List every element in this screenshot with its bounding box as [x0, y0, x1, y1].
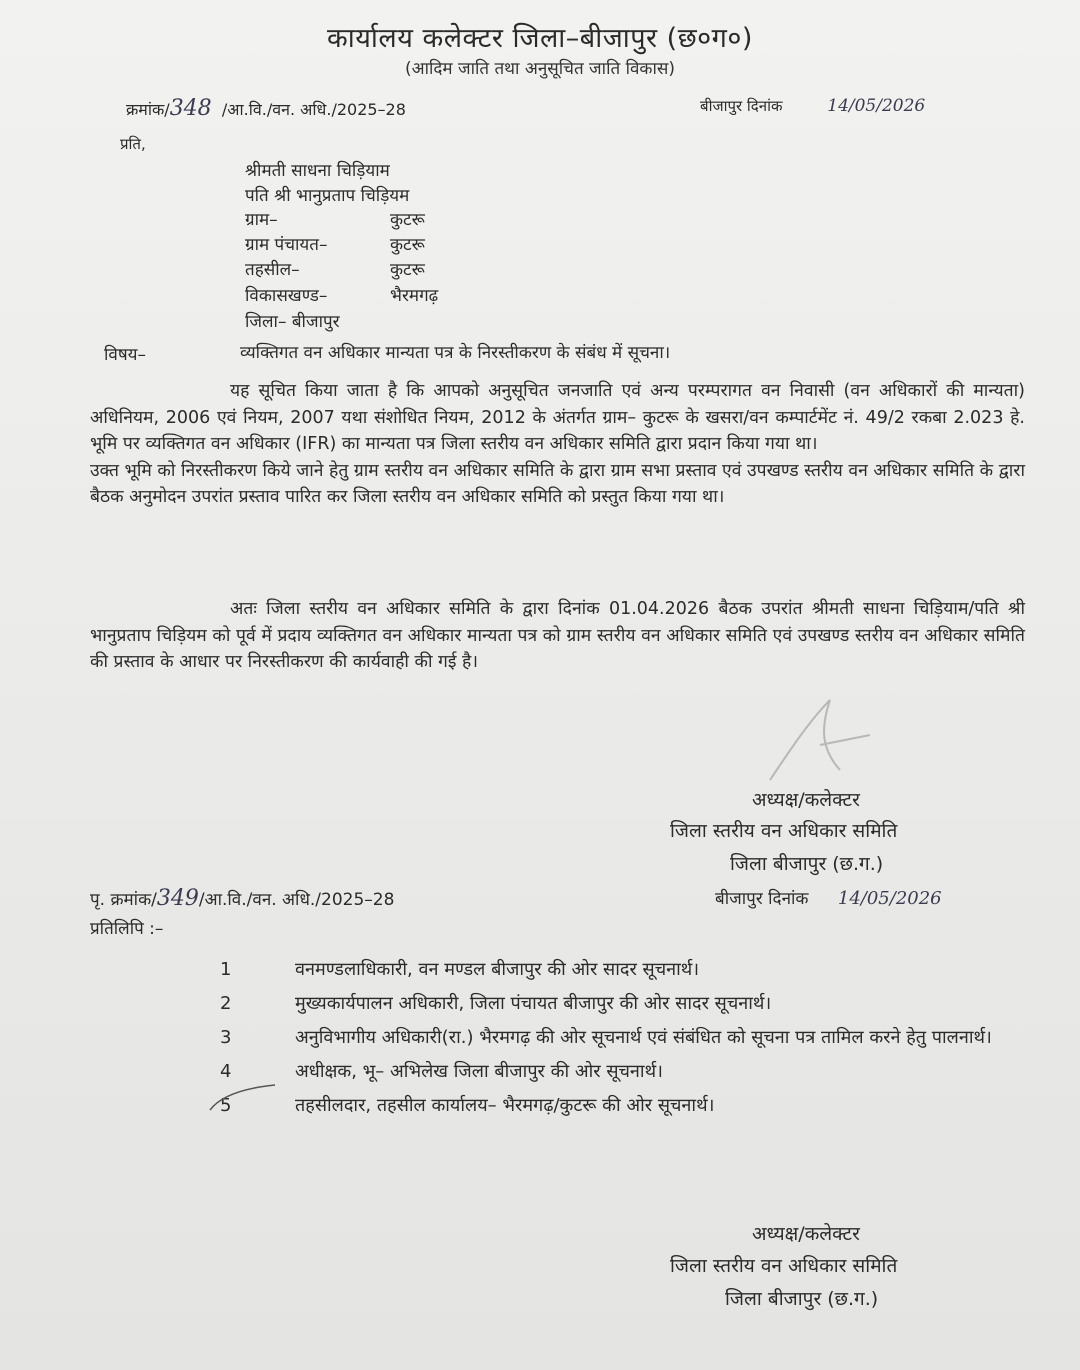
body-paragraph-3-block — [90, 596, 1025, 676]
copy-date — [715, 886, 942, 909]
signature2-district: जिला बीजापुर (छ.ग.) — [725, 1288, 879, 1310]
to-label: प्रति, — [120, 135, 146, 153]
reference-prefix: क्रमांक/ — [126, 100, 170, 119]
cc-item-text: मुख्यकार्यपालन अधिकारी, जिला पंचायत बीजापुर की ओर सादर सूचनार्थ। — [295, 993, 772, 1014]
cc-item-text: तहसीलदार, तहसील कार्यालय– भैरमगढ़/कुटरू की ओर सूचनार्थ। — [295, 1095, 715, 1116]
address-tehsil-value: कुटरू — [390, 260, 425, 280]
copy-reference-prefix: पृ. क्रमांक/ — [90, 890, 157, 910]
copy-date-label: बीजापुर दिनांक — [715, 889, 809, 909]
cc-item — [200, 1023, 1030, 1053]
cc-item-text: वनमण्डलाधिकारी, वन मण्डल बीजापुर की ओर सादर सूचनार्थ। — [295, 959, 700, 980]
address-block-value: भैरमगढ़ — [390, 286, 439, 306]
cc-item-number: 2 — [220, 993, 232, 1014]
signature2-committee: जिला स्तरीय वन अधिकार समिति — [670, 1255, 898, 1277]
address-panchayat-label: ग्राम पंचायत– — [245, 235, 328, 255]
body-paragraphs — [90, 378, 1025, 511]
address-village-label: ग्राम– — [245, 210, 278, 230]
office-title: कार्यालय कलेक्टर जिला–बीजापुर (छ०ग०) — [327, 23, 753, 54]
cc-item — [200, 1091, 1030, 1121]
body-paragraph-2: उक्त भूमि को निरस्तीकरण किये जाने हेतु ग्राम स्तरीय वन अधिकार समिति के द्वारा ग्राम सभा प्रस्ताव एवं उपखण्ड स्तरीय वन अधिकार समिति के द्वारा बैठक अनुमोदन उपरांत प्रस्ताव पारित कर जिला स्तरीय वन अधिकार समिति को प्रस्तुत किया गया था। — [90, 460, 1025, 507]
recipient-husband: पति श्री भानुप्रताप चिड़ियम — [245, 186, 410, 206]
address-district: जिला– बीजापुर — [245, 312, 340, 332]
cc-item-number: 4 — [220, 1061, 232, 1082]
subject-text: व्यक्तिगत वन अधिकार मान्यता पत्र के निरस्तीकरण के संबंध में सूचना। — [240, 343, 671, 363]
signature1-committee: जिला स्तरीय वन अधिकार समिति — [670, 820, 898, 842]
cc-item-number: 1 — [220, 959, 232, 980]
reference-handwritten-number: 348 — [169, 96, 212, 121]
body-paragraph-3: अतः जिला स्तरीय वन अधिकार समिति के द्वारा दिनांक 01.04.2026 बैठक उपरांत श्रीमती साधना चिड़ियाम/पति श्री भानुप्रताप चिड़ियम को पूर्व में प्रदाय व्यक्तिगत वन अधिकार मान्यता पत्र को ग्राम स्तरीय वन अधिकार समिति एवं उपखण्ड स्तरीय वन अधिकार समिति की प्रस्ताव के आधार पर निरस्तीकरण की कार्यवाही की गई है। — [90, 599, 1025, 672]
signature-scribble — [760, 690, 880, 790]
cc-item-number: 5 — [220, 1095, 232, 1116]
recipient-name: श्रीमती साधना चिड़ियाम — [245, 161, 390, 181]
reference-number — [126, 96, 406, 121]
cc-list — [200, 955, 1030, 1121]
signature1-designation: अध्यक्ष/कलेक्टर — [752, 789, 860, 811]
date-value: 14/05/2026 — [827, 96, 926, 116]
cc-item — [200, 1057, 1030, 1087]
address-tehsil-label: तहसील– — [245, 260, 300, 280]
cc-label: प्रतिलिपि :– — [90, 919, 164, 939]
cc-item — [200, 989, 1030, 1019]
department-subtitle: (आदिम जाति तथा अनुसूचित जाति विकास) — [404, 59, 676, 79]
cc-item-text: अनुविभागीय अधिकारी(रा.) भैरमगढ़ की ओर सूचनार्थ एवं संबंधित को सूचना पत्र तामिल करने हेतु पालनार्थ। — [295, 1027, 992, 1048]
cc-item-number: 3 — [220, 1027, 232, 1048]
signature2-designation: अध्यक्ष/कलेक्टर — [752, 1223, 860, 1245]
letter-date — [700, 96, 925, 116]
body-paragraph-1: यह सूचित किया जाता है कि आपको अनुसूचित जनजाति एवं अन्य परम्परागत वन निवासी (वन अधिकारों की मान्यता) अधिनियम, 2006 एवं नियम, 2007 यथा संशोधित नियम, 2012 के अंतर्गत ग्राम– कुटरू के खसरा/वन कम्पार्टमेंट नं. 49/2 रकबा 2.023 हे. भूमि पर व्यक्तिगत वन अधिकार (IFR) का मान्यता पत्र जिला स्तरीय वन अधिकार समिति द्वारा प्रदान किया गया था। — [90, 381, 1025, 454]
cc-item-text: अधीक्षक, भू– अभिलेख जिला बीजापुर की ओर सूचनार्थ। — [295, 1061, 663, 1082]
copy-reference-handwritten-number: 349 — [156, 886, 199, 911]
copy-date-value: 14/05/2026 — [837, 888, 942, 909]
address-block-label: विकासखण्ड– — [245, 286, 328, 306]
subject-label: विषय– — [104, 345, 147, 365]
date-label: बीजापुर दिनांक — [700, 97, 783, 115]
reference-suffix: /आ.वि./वन. अधि./2025–28 — [221, 100, 406, 119]
address-village-value: कुटरू — [390, 210, 425, 230]
copy-reference-suffix: /आ.वि./वन. अधि./2025–28 — [198, 890, 395, 910]
cc-item — [200, 955, 1030, 985]
copy-reference-number — [90, 886, 394, 911]
signature1-district: जिला बीजापुर (छ.ग.) — [730, 853, 884, 875]
address-panchayat-value: कुटरू — [390, 235, 425, 255]
